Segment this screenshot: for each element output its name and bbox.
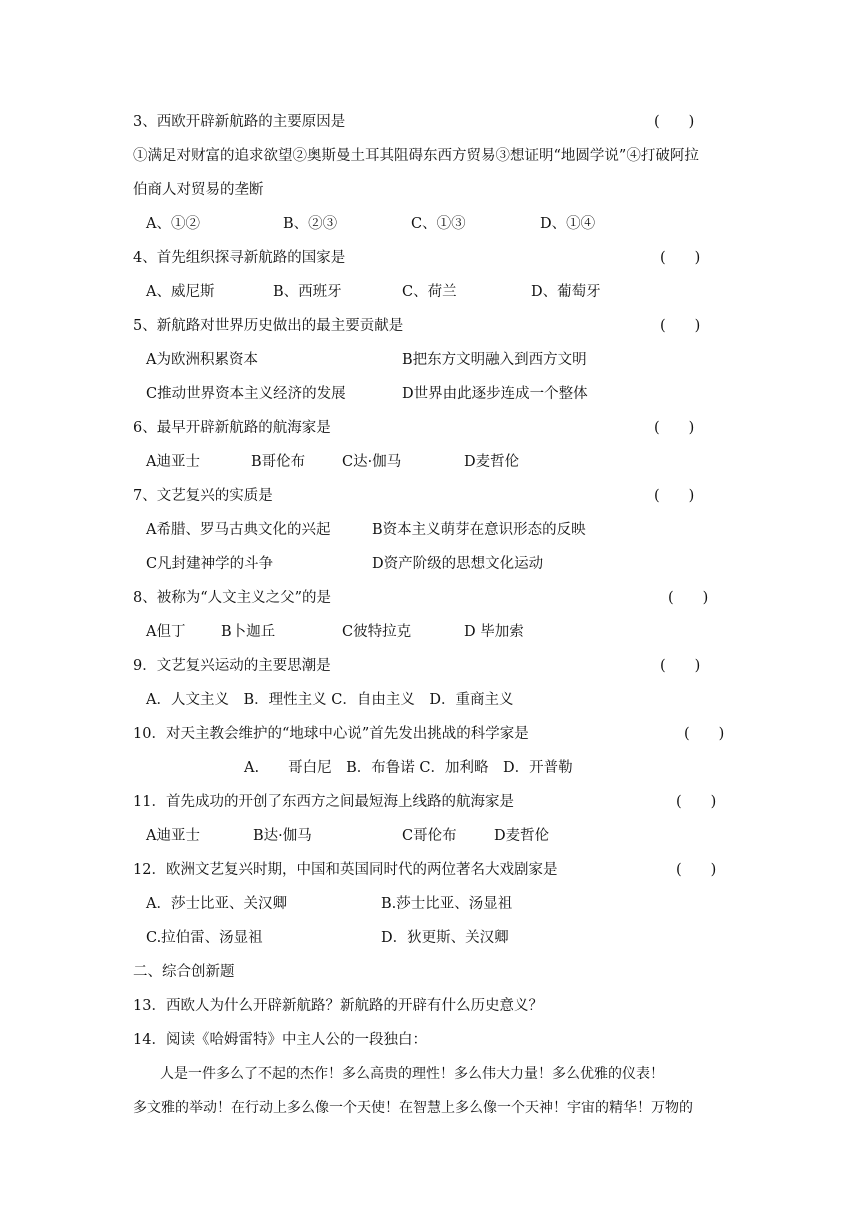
passage-line-2: 多文雅的举动！在行动上多么像一个天使！在智慧上多么像一个天神！宇宙的精华！万物的 (133, 1100, 693, 1116)
question-11-stem: 11．首先成功的开创了东西方之间最短海上线路的航海家是 (133, 794, 514, 810)
question-3-option-b: B、②③ (283, 216, 338, 232)
question-9-options: A．人文主义 B．理性主义 C．自由主义 D．重商主义 (146, 692, 514, 708)
question-12-option-a: A．莎士比亚、关汉卿 (146, 896, 287, 912)
question-5-stem: 5、新航路对世界历史做出的最主要贡献是 (133, 318, 404, 334)
question-11-option-b: B达·伽马 (253, 828, 312, 844)
question-3-description-line-1: ①满足对财富的追求欲望②奥斯曼土耳其阻碍东西方贸易③想证明“地圆学说”④打破阿拉 (133, 148, 699, 164)
question-5-option-b: B把东方文明融入到西方文明 (402, 352, 587, 368)
answer-bracket-7: ( ) (654, 488, 695, 504)
question-12-option-b: B.莎士比亚、汤显祖 (381, 896, 513, 912)
question-8-option-c: C彼特拉克 (342, 624, 412, 640)
question-10-options: A. 哥白尼 B．布鲁诺 C．加利略 D．开普勒 (244, 760, 573, 776)
answer-bracket-3: ( ) (654, 114, 695, 130)
answer-bracket-12: ( ) (676, 862, 717, 878)
question-3-option-d: D、①④ (540, 216, 596, 232)
question-8-option-d: D 毕加索 (464, 624, 524, 640)
section-2-heading: 二、综合创新题 (133, 964, 235, 980)
question-7-option-d: D资产阶级的思想文化运动 (372, 556, 544, 572)
question-11-option-d: D麦哲伦 (494, 828, 550, 844)
question-7-stem: 7、文艺复兴的实质是 (133, 488, 273, 504)
question-6-stem: 6、最早开辟新航路的航海家是 (133, 420, 331, 436)
question-7-option-c: C凡封建神学的斗争 (146, 556, 274, 572)
question-7-option-a: A希腊、罗马古典文化的兴起 (146, 522, 331, 538)
question-6-option-b: B哥伦布 (251, 454, 306, 470)
question-6-option-a: A迪亚士 (146, 454, 200, 470)
question-5-option-d: D世界由此逐步连成一个整体 (402, 386, 588, 402)
question-4-stem: 4、首先组织探寻新航路的国家是 (133, 250, 346, 266)
answer-bracket-5: ( ) (660, 318, 701, 334)
question-14-stem: 14．阅读《哈姆雷特》中主人公的一段独白： (133, 1032, 427, 1048)
question-9-stem: 9．文艺复兴运动的主要思潮是 (133, 658, 331, 674)
question-4-option-a: A、威尼斯 (146, 284, 215, 300)
question-4-option-d: D、葡萄牙 (531, 284, 601, 300)
question-11-option-a: A迪亚士 (146, 828, 200, 844)
question-13-stem: 13．西欧人为什么开辟新航路？新航路的开辟有什么历史意义？ (133, 998, 543, 1014)
question-8-option-a: A但丁 (146, 624, 186, 640)
answer-bracket-4: ( ) (660, 250, 701, 266)
question-7-option-b: B资本主义萌芽在意识形态的反映 (372, 522, 586, 538)
question-11-option-c: C哥伦布 (402, 828, 457, 844)
question-6-option-c: C达·伽马 (342, 454, 402, 470)
question-5-option-a: A为欧洲积累资本 (146, 352, 258, 368)
question-3-description-line-2: 伯商人对贸易的垄断 (133, 182, 264, 198)
question-12-option-c: C.拉伯雷、汤显祖 (146, 930, 263, 946)
question-3-option-c: C、①③ (411, 216, 466, 232)
question-10-stem: 10．对天主教会维护的“地球中心说”首先发出挑战的科学家是 (133, 726, 529, 742)
question-4-option-c: C、荷兰 (402, 284, 457, 300)
answer-bracket-10: ( ) (684, 726, 725, 742)
question-8-stem: 8、被称为“人文主义之父”的是 (133, 590, 332, 606)
question-5-option-c: C推动世界资本主义经济的发展 (146, 386, 346, 402)
answer-bracket-8: ( ) (668, 590, 709, 606)
question-3-option-a: A、①② (146, 216, 200, 232)
question-3-stem: 3、西欧开辟新航路的主要原因是 (133, 114, 346, 130)
answer-bracket-9: ( ) (660, 658, 701, 674)
question-12-option-d: D．狄更斯、关汉卿 (381, 930, 509, 946)
answer-bracket-6: ( ) (654, 420, 695, 436)
passage-line-1: 人是一件多么了不起的杰作！多么高贵的理性！多么伟大力量！多么优雅的仪表！ (160, 1066, 664, 1082)
question-6-option-d: D麦哲伦 (464, 454, 520, 470)
question-4-option-b: B、西班牙 (273, 284, 342, 300)
question-12-stem: 12．欧洲文艺复兴时期，中国和英国同时代的两位著名大戏剧家是 (133, 862, 558, 878)
question-8-option-b: B卜迦丘 (221, 624, 276, 640)
answer-bracket-11: ( ) (676, 794, 717, 810)
